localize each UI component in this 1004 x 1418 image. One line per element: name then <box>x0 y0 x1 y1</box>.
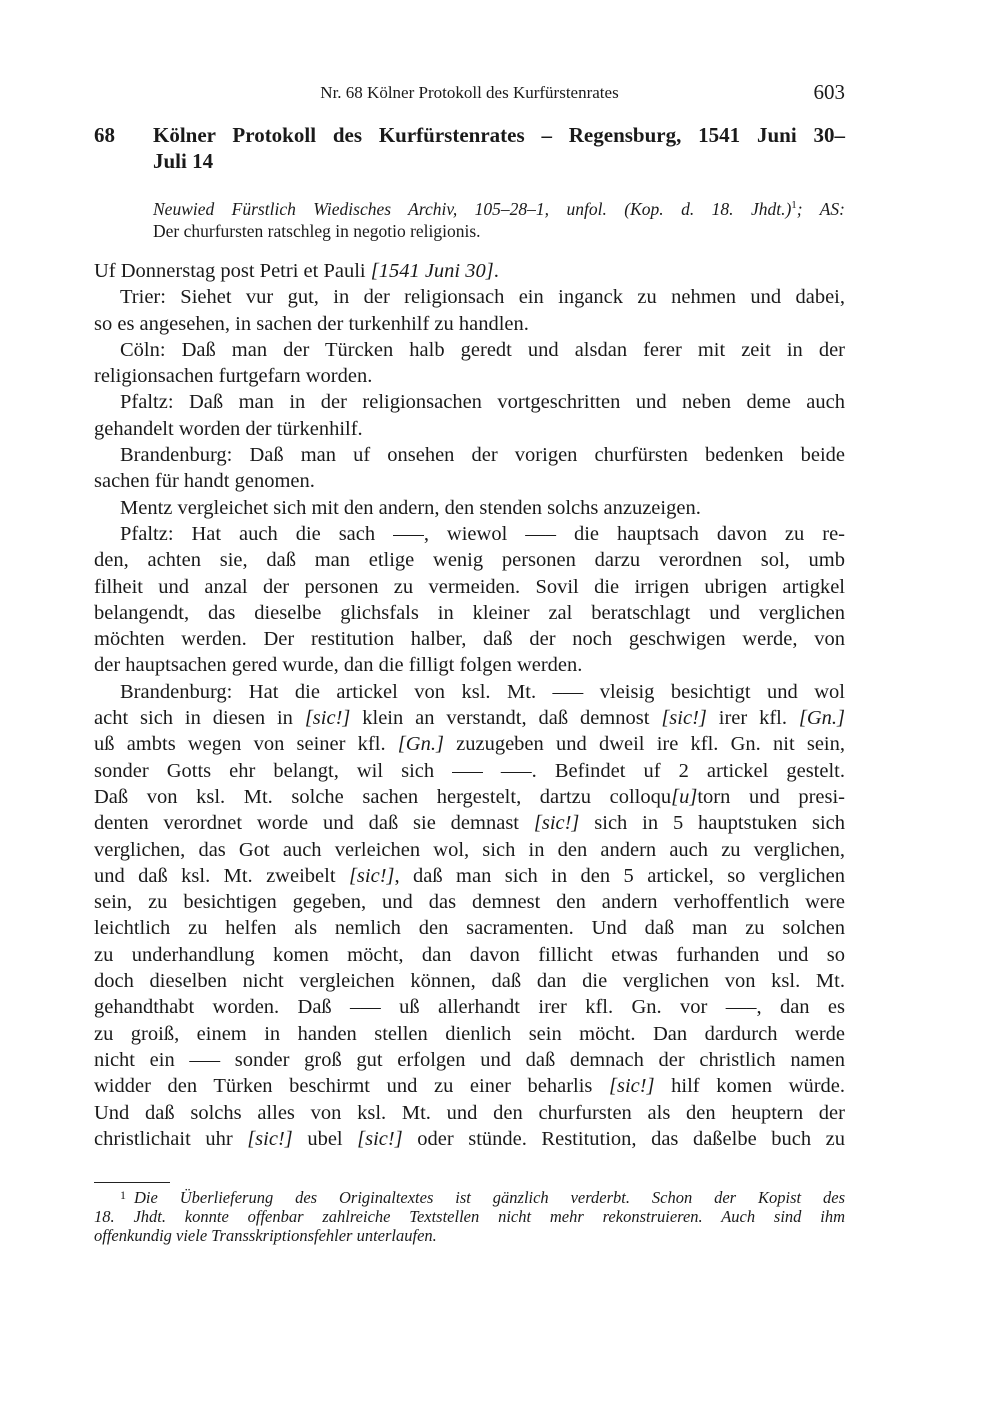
editorial-note: [Gn.] <box>798 707 845 730</box>
text-line <box>94 652 845 678</box>
text-segment: ubel <box>292 1127 358 1150</box>
text-line <box>94 442 845 468</box>
text-segment: Brandenburg: Daß man uf onsehen der vorigen churfürsten bedenken beide <box>120 444 845 467</box>
text-segment: verglichen, das Got auch verleichen wol, sich in den andern auch zu verglichen, <box>94 838 845 861</box>
footnote-line <box>94 1226 845 1245</box>
text-segment: sachen für handt genomen. <box>94 470 315 493</box>
paragraph <box>94 495 845 521</box>
text-line <box>94 626 845 652</box>
text-segment: denten verordnet worde und daß sie demnast <box>94 812 534 835</box>
text-line <box>94 363 845 389</box>
editorial-note: [sic!] <box>609 1075 655 1098</box>
text-line <box>94 942 845 968</box>
paragraph <box>94 521 845 679</box>
paragraph <box>94 258 845 284</box>
text-segment: so es angesehen, in sachen der turkenhilf zu handlen. <box>94 312 529 335</box>
editorial-note: [u] <box>671 785 698 808</box>
text-segment: zu groiß, einem in handen stellen dienlich sein möcht. Dan dardurch werde <box>94 1022 845 1045</box>
text-segment: . <box>493 260 499 282</box>
footnote-line <box>94 1186 845 1207</box>
text-segment: doch dieselben nicht vergleichen können, daß dan die verglichen von ksl. Mt. <box>94 970 845 993</box>
text-line <box>94 258 845 284</box>
text-line <box>94 547 845 573</box>
source-archive: Neuwied Fürstlich Wiedisches Archiv, 105–28–1, unfol. (Kop. d. 18. Jhdt.) <box>153 198 792 219</box>
text-segment: zu underhandlung komen möcht, dan davon fillicht etwas furhanden und so <box>94 943 845 966</box>
text-line <box>94 705 845 731</box>
footnote-text: Die Überlieferung des Originaltextes ist gänzlich verderbt. Schon der Kopist des <box>134 1188 845 1207</box>
text-segment: Uf Donnerstag post Petri et Pauli <box>94 260 371 282</box>
document-number: 68 <box>94 123 115 147</box>
editorial-note: [sic!] <box>357 1127 403 1150</box>
text-segment: sonder Gotts ehr belangt, wil sich ––– –––. Befindet uf 2 artickel gestelt. <box>94 759 845 782</box>
footnote-text: offenkundig viele Transskriptionsfehler unterlaufen. <box>94 1226 437 1245</box>
paragraph <box>94 389 845 442</box>
text-line <box>94 311 845 337</box>
text-line <box>94 968 845 994</box>
paragraph <box>94 337 845 390</box>
text-segment: der hauptsachen gered wurde, dan die filligt folgen werden. <box>94 654 583 677</box>
text-line <box>94 863 845 889</box>
text-segment: christlichait uhr <box>94 1127 248 1150</box>
source-note <box>153 194 845 242</box>
editorial-note: [sic!] <box>304 707 351 730</box>
editorial-note: [sic!] <box>661 707 707 730</box>
footnote-line <box>94 1207 845 1226</box>
text-segment: acht sich in diesen in <box>94 707 305 730</box>
text-line <box>94 915 845 941</box>
text-line <box>94 784 845 810</box>
text-line <box>94 389 845 415</box>
editorial-note: [1541 Juni 30] <box>370 260 494 282</box>
text-line <box>94 679 845 705</box>
page-number: 603 <box>813 80 845 104</box>
text-line <box>94 837 845 863</box>
document-title-line: Juli 14 <box>153 149 214 173</box>
text-segment: Mentz vergleichet sich mit den andern, den stenden solchs anzuzeigen. <box>120 496 701 519</box>
text-segment: nicht ein ––– sonder groß gut erfolgen und daß demnach der christlich namen <box>94 1048 845 1071</box>
text-segment: Und daß solchs alles von ksl. Mt. und den churfursten als den heuptern der <box>94 1101 845 1124</box>
text-line <box>94 1126 845 1152</box>
text-segment: Pfaltz: Hat auch die sach –––, wiewol ––– die hauptsach davon zu re- <box>120 522 845 545</box>
footnote-reference[interactable]: 1 <box>791 199 797 211</box>
text-segment: möchten werden. Der restitution halber, daß der noch geschwigen werde, von <box>94 628 845 651</box>
text-segment: klein an verstandt, daß demnost <box>350 707 662 730</box>
source-as-label: ; AS: <box>796 198 845 219</box>
main-text <box>94 258 845 1152</box>
text-segment: filheit und anzal der personen zu vermeiden. Sovil die irrigen ubrigen artigkel <box>94 575 845 598</box>
text-segment: den, achten sie, daß man etlige wenig personen darzu verordnen sol, umb <box>94 549 845 572</box>
text-line <box>94 758 845 784</box>
text-segment: irer kfl. <box>706 707 799 730</box>
text-line <box>94 521 845 547</box>
text-line <box>94 416 845 442</box>
text-segment: sich in 5 hauptstuken sich <box>579 812 846 835</box>
text-line <box>94 1100 845 1126</box>
text-segment: gehandelt worden der türkenhilf. <box>94 417 363 440</box>
text-segment: sein, zu besichtigen gegeben, und das demnest den andern verhoffentlich were <box>94 891 845 914</box>
text-line <box>94 1047 845 1073</box>
running-head-title: Nr. 68 Kölner Protokoll des Kurfürstenrates <box>320 83 619 102</box>
editorial-note: [sic!] <box>533 812 580 835</box>
text-segment: Brandenburg: Hat die artickel von ksl. Mt. ––– vleisig besichtigt und wol <box>120 680 845 703</box>
text-segment: Pfaltz: Daß man in der religionsachen vortgeschritten und neben deme auch <box>120 391 845 414</box>
editorial-note: [sic!] <box>247 1127 293 1150</box>
text-segment: Trier: Siehet vur gut, in der religionsach ein inganck zu nehmen und dabei, <box>120 286 845 309</box>
text-segment: belangendt, das dieselbe glichsfals in kleiner zal beratschlagt und verglichen <box>94 601 845 624</box>
text-line <box>94 495 845 521</box>
text-segment: Daß von ksl. Mt. solche sachen hergestelt, dartzu colloqu <box>94 785 672 808</box>
text-segment: torn und presi- <box>697 785 845 808</box>
text-segment: religionsachen furtgefarn worden. <box>94 365 373 388</box>
text-line <box>94 468 845 494</box>
text-segment: zuzugeben und dweil ire kfl. Gn. nit sein, <box>443 733 845 756</box>
text-line <box>94 994 845 1020</box>
editorial-note: [sic!] <box>348 864 395 887</box>
paragraph <box>94 442 845 495</box>
text-segment: und daß ksl. Mt. zweibelt <box>94 864 349 887</box>
footnote-divider <box>94 1182 170 1183</box>
text-segment: leichtlich zu helfen als nemlich den sacramenten. Und daß man zu solchen <box>94 917 845 940</box>
document-title-line: Kölner Protokoll des Kurfürstenrates – Regensburg, 1541 Juni 30– <box>153 123 845 147</box>
text-segment: Cöln: Daß man der Türcken halb geredt und alsdan ferer mit zeit in der <box>120 338 845 361</box>
text-line <box>94 600 845 626</box>
footnote <box>94 1186 845 1245</box>
source-archive-title: Der churfursten ratschleg in negotio religionis. <box>153 220 481 241</box>
footnote-mark: 1 <box>120 1188 126 1202</box>
running-head <box>94 80 845 106</box>
text-line <box>94 731 845 757</box>
text-segment: gehandthabt worden. Daß ––– uß allerhandt irer kfl. Gn. vor –––, dan es <box>94 996 845 1019</box>
text-line <box>94 1073 845 1099</box>
text-line <box>94 284 845 310</box>
text-line <box>94 810 845 836</box>
text-segment: oder stünde. Restitution, das daßelbe buch zu <box>402 1127 845 1150</box>
paragraph <box>94 284 845 337</box>
text-line <box>94 574 845 600</box>
paragraph <box>94 679 845 1152</box>
footnote-text: 18. Jhdt. konnte offenbar zahlreiche Textstellen nicht mehr rekonstruieren. Auch sind ihm <box>94 1207 845 1226</box>
editorial-note: [Gn.] <box>397 733 444 756</box>
text-segment: hilf komen würde. <box>654 1075 845 1098</box>
text-line <box>94 889 845 915</box>
text-segment: , daß man sich in den 5 artickel, so verglichen <box>394 864 845 887</box>
text-segment: uß ambts wegen von seiner kfl. <box>94 733 398 756</box>
text-line <box>94 1021 845 1047</box>
text-segment: widder den Türken beschirmt und zu einer beharlis <box>94 1075 609 1098</box>
text-line <box>94 337 845 363</box>
